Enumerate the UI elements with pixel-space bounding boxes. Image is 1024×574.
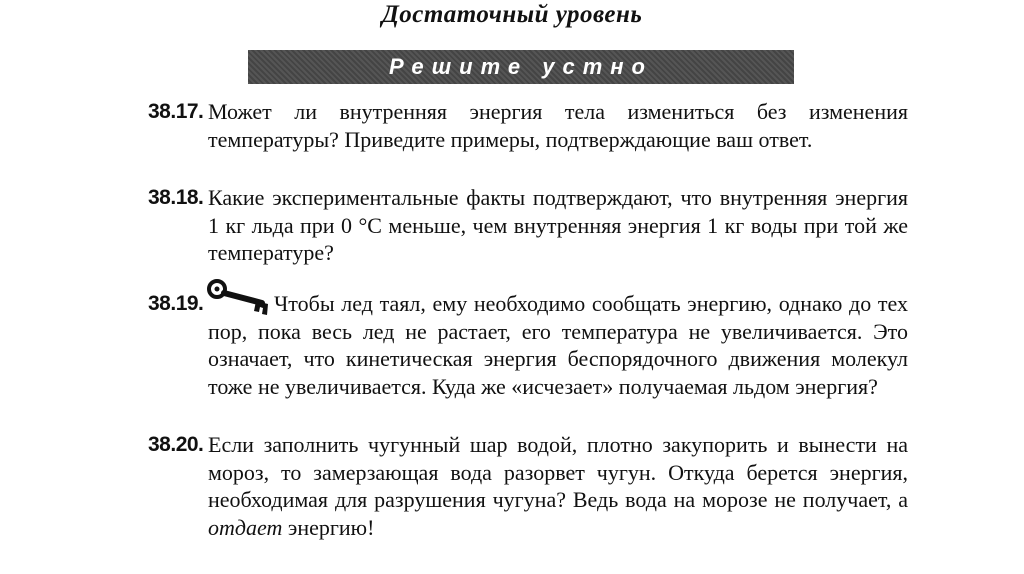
problem-text: Чтобы лед таял, ему необходимо сообщать энергию, однако до тех пор, пока весь лед не растает, его температура не увеличивается. Это означает, что кинетическая энергия беспорядочного движения молекул тоже не увеличивается. Куда же «исчезает» получаемая льдом энергия? bbox=[208, 291, 908, 399]
banner-label: Решите устно bbox=[389, 54, 653, 79]
problem-text-part: энергию! bbox=[282, 514, 375, 540]
level-title: Достаточный уровень bbox=[381, 1, 643, 28]
problem-number: 38.20. bbox=[148, 433, 204, 456]
problem-number: 38.18. bbox=[148, 186, 204, 209]
problem-38-19 bbox=[148, 290, 908, 400]
section-banner bbox=[248, 50, 794, 84]
problem-number: 38.17. bbox=[148, 100, 204, 123]
problem-text bbox=[208, 431, 908, 541]
emphasis-text: отдает bbox=[208, 514, 283, 540]
problem-38-20 bbox=[148, 431, 908, 541]
problem-number: 38.19. bbox=[148, 292, 204, 315]
problem-text: Какие экспериментальные факты подтверждают, что внутренняя энергия 1 кг льда при 0 °С меньше, чем внутренняя энергия 1 кг воды при той же температуре? bbox=[208, 185, 908, 265]
problem-text: Может ли внутренняя энергия тела измениться без изменения температуры? Приведите примеры, подтверждающие ваш ответ. bbox=[208, 99, 908, 152]
key-icon bbox=[206, 277, 272, 322]
problem-38-17 bbox=[148, 98, 908, 153]
problem-text-part: Если заполнить чугунный шар водой, плотно закупорить и вынести на мороз, то замерзающая вода разорвет чугун. Откуда берется энергия, необходимая для разрушения чугуна? Ведь вода на морозе не получает, а bbox=[208, 432, 908, 512]
problem-38-18 bbox=[148, 184, 908, 267]
